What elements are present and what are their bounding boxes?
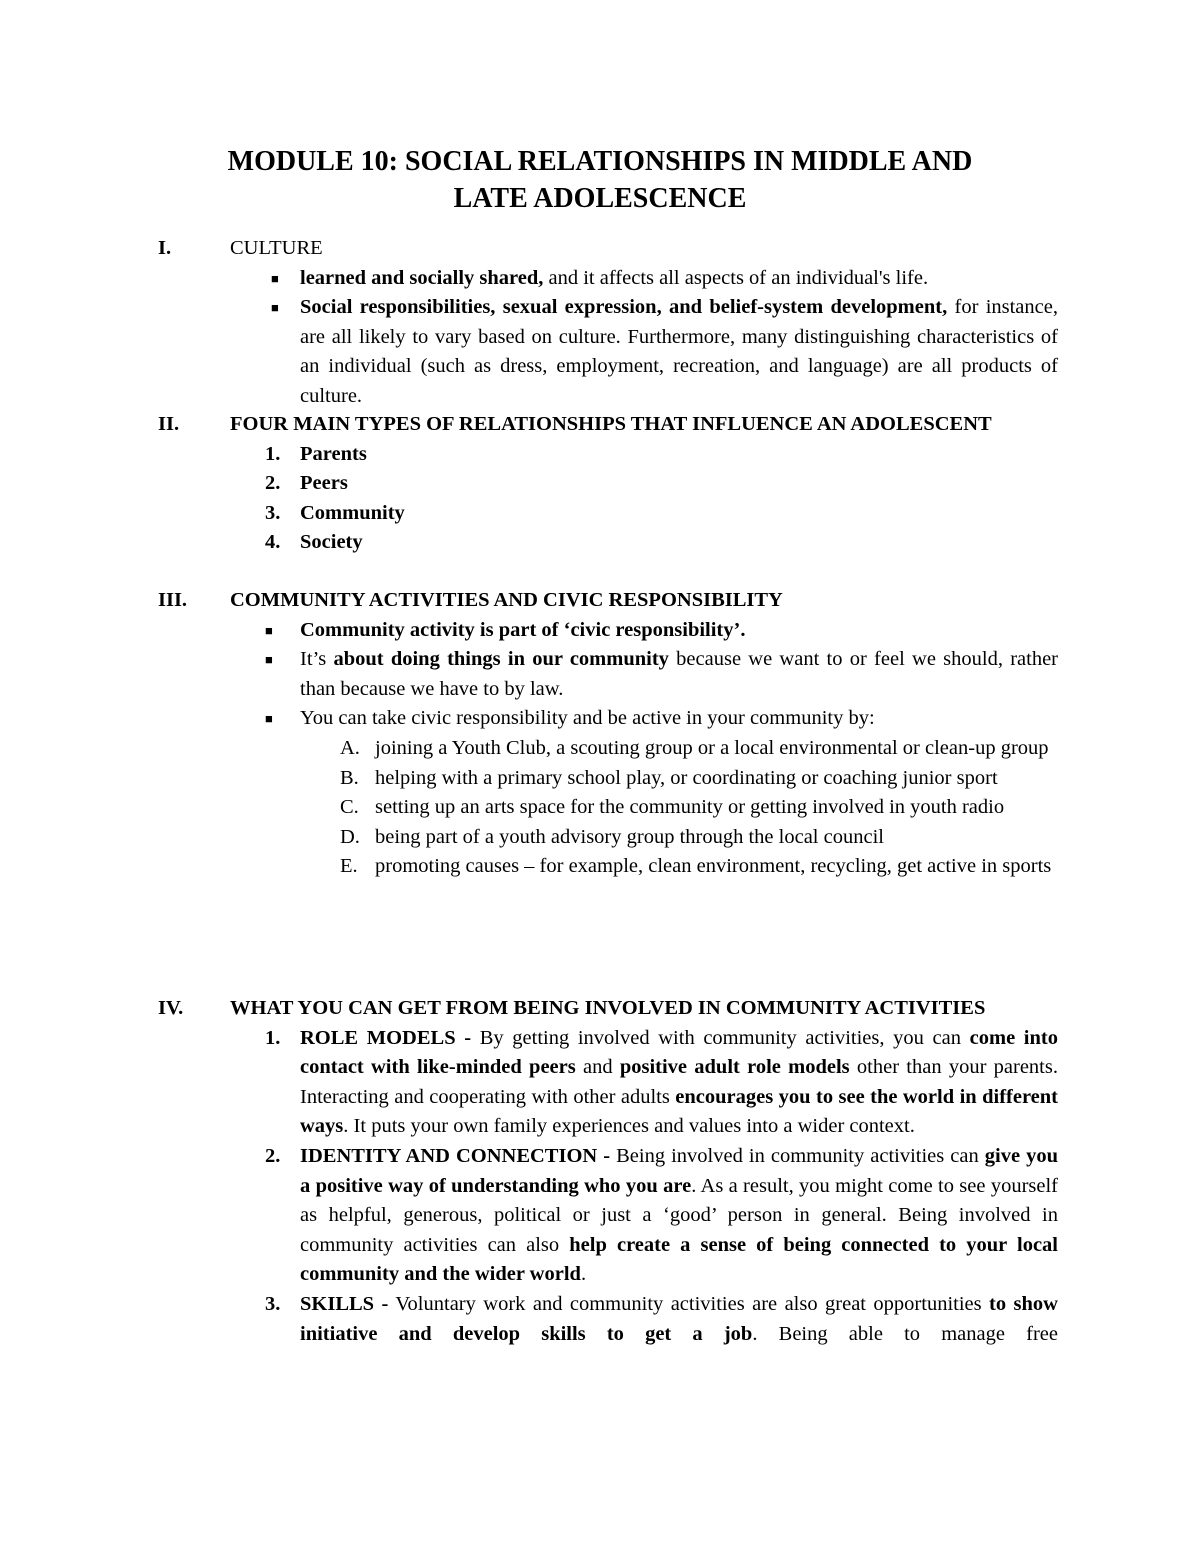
section-heading: COMMUNITY ACTIVITIES AND CIVIC RESPONSIBILITY	[230, 589, 783, 611]
item-text: . Being able to manage free	[752, 1322, 1058, 1345]
item-label: ROLE MODELS -	[300, 1026, 472, 1049]
alpha-letter: B.	[340, 766, 359, 789]
bullet-item	[0, 616, 1200, 646]
item-bold-text: help create a sense of being connected to your local community and the wider world	[300, 1233, 1058, 1286]
alpha-text: helping with a primary school play, or coordinating or coaching junior sport	[375, 766, 998, 789]
square-bullet-icon: ■	[265, 652, 273, 668]
title-line-2: LATE ADOLESCENCE	[453, 183, 747, 214]
item-text: . It puts your own family experiences and values into a wider context.	[343, 1115, 915, 1138]
bullet-text: and it affects all aspects of an individual's life.	[543, 266, 929, 289]
section-relationships	[0, 410, 1200, 558]
item-text: .	[580, 1263, 587, 1286]
alpha-text: setting up an arts space for the community or getting involved in youth radio	[375, 796, 1005, 819]
bullet-text: because we want to or feel we should, rather than because we have to by law.	[300, 648, 1059, 700]
list-item	[0, 1290, 1200, 1349]
section-heading: FOUR MAIN TYPES OF RELATIONSHIPS THAT INFLUENCE AN ADOLESCENT	[230, 413, 992, 435]
alpha-item	[0, 734, 1200, 764]
item-bold-text: give you a positive way of understanding who you are	[300, 1144, 1059, 1197]
list-item	[0, 499, 1200, 529]
section-heading: WHAT YOU CAN GET FROM BEING INVOLVED IN COMMUNITY ACTIVITIES	[230, 997, 986, 1019]
bullet-text: It’s	[300, 648, 334, 671]
alpha-text: being part of a youth advisory group through the local council	[375, 825, 884, 848]
item-text: Voluntary work and community activities are also great opportunities	[388, 1292, 990, 1315]
list-number: 2.	[265, 1144, 281, 1167]
square-bullet-icon: ■	[265, 622, 273, 638]
section-number: III.	[158, 589, 188, 611]
bullet-bold-text: learned and socially shared,	[300, 266, 544, 289]
list-item	[0, 469, 1200, 499]
item-bold-text: come into contact with like-minded peers	[300, 1026, 1058, 1079]
bullet-item	[0, 264, 1200, 294]
list-number: 2.	[265, 472, 281, 495]
page-title	[150, 143, 1050, 217]
alpha-item	[0, 764, 1200, 794]
item-text: and	[575, 1056, 620, 1079]
title-line-1: MODULE 10: SOCIAL RELATIONSHIPS IN MIDDLE AND	[227, 146, 973, 177]
bullet-item	[0, 704, 1200, 734]
item-bold-text: to show initiative and develop skills to get a job	[300, 1292, 1058, 1345]
bullet-item	[0, 645, 1200, 704]
item-bold-text: positive adult role models	[619, 1056, 850, 1079]
item-text: . As a result, you might come to see yourself as helpful, generous, political or just a ‘good’ person in general. Being involved in community activities can also	[300, 1174, 1058, 1256]
list-item	[0, 1024, 1200, 1142]
bullet-item	[0, 293, 1200, 411]
square-bullet-icon: ■	[265, 711, 273, 727]
section-benefits	[0, 994, 1200, 1349]
alpha-letter: D.	[340, 825, 360, 848]
list-item	[0, 1142, 1200, 1290]
bullet-text: You can take civic responsibility and be active in your community by:	[300, 707, 875, 730]
square-bullet-icon: ■	[271, 270, 279, 286]
alpha-text: joining a Youth Club, a scouting group or a local environmental or clean-up group	[375, 736, 1049, 759]
bullet-text: for instance, are all likely to vary based on culture. Furthermore, many distinguishing characteristics of an individual (such as dress, employment, recreation, and language) are all products of culture.	[300, 296, 1058, 407]
item-text: other than your parents. Interacting and cooperating with other adults	[300, 1056, 1058, 1108]
bullet-bold-text: Social responsibilities, sexual expression, and belief-system development,	[300, 296, 948, 319]
square-bullet-icon: ■	[271, 300, 279, 316]
list-number: 1.	[265, 1026, 281, 1049]
section-community-activities	[0, 586, 1200, 882]
list-number: 3.	[265, 501, 281, 524]
bullet-bold-text: about doing things in our community	[333, 648, 669, 671]
item-text: Being involved in community activities can	[610, 1144, 985, 1167]
alpha-letter: E.	[340, 855, 358, 878]
alpha-text: promoting causes – for example, clean environment, recycling, get active in sports	[375, 855, 1052, 878]
item-label: IDENTITY AND CONNECTION -	[300, 1144, 611, 1167]
section-number: II.	[158, 413, 180, 435]
alpha-letter: C.	[340, 796, 359, 819]
list-number: 3.	[265, 1292, 281, 1315]
alpha-item	[0, 823, 1200, 853]
list-number: 1.	[265, 442, 281, 465]
item-text: By getting involved with community activities, you can	[471, 1026, 970, 1049]
alpha-item	[0, 852, 1200, 882]
section-heading: CULTURE	[230, 237, 323, 259]
list-text: Parents	[300, 442, 367, 465]
bullet-text: Community activity is part of ‘civic responsibility’.	[300, 618, 746, 641]
item-label: SKILLS -	[300, 1292, 389, 1315]
section-culture	[0, 234, 1200, 412]
section-number: I.	[158, 237, 172, 259]
list-item	[0, 440, 1200, 470]
list-text: Peers	[300, 472, 348, 495]
list-item	[0, 528, 1200, 558]
item-bold-text: encourages you to see the world in different ways	[300, 1085, 1058, 1138]
section-number: IV.	[158, 997, 184, 1019]
alpha-item	[0, 793, 1200, 823]
list-number: 4.	[265, 531, 281, 554]
alpha-letter: A.	[340, 736, 360, 759]
list-text: Society	[300, 531, 363, 554]
list-text: Community	[300, 501, 405, 524]
